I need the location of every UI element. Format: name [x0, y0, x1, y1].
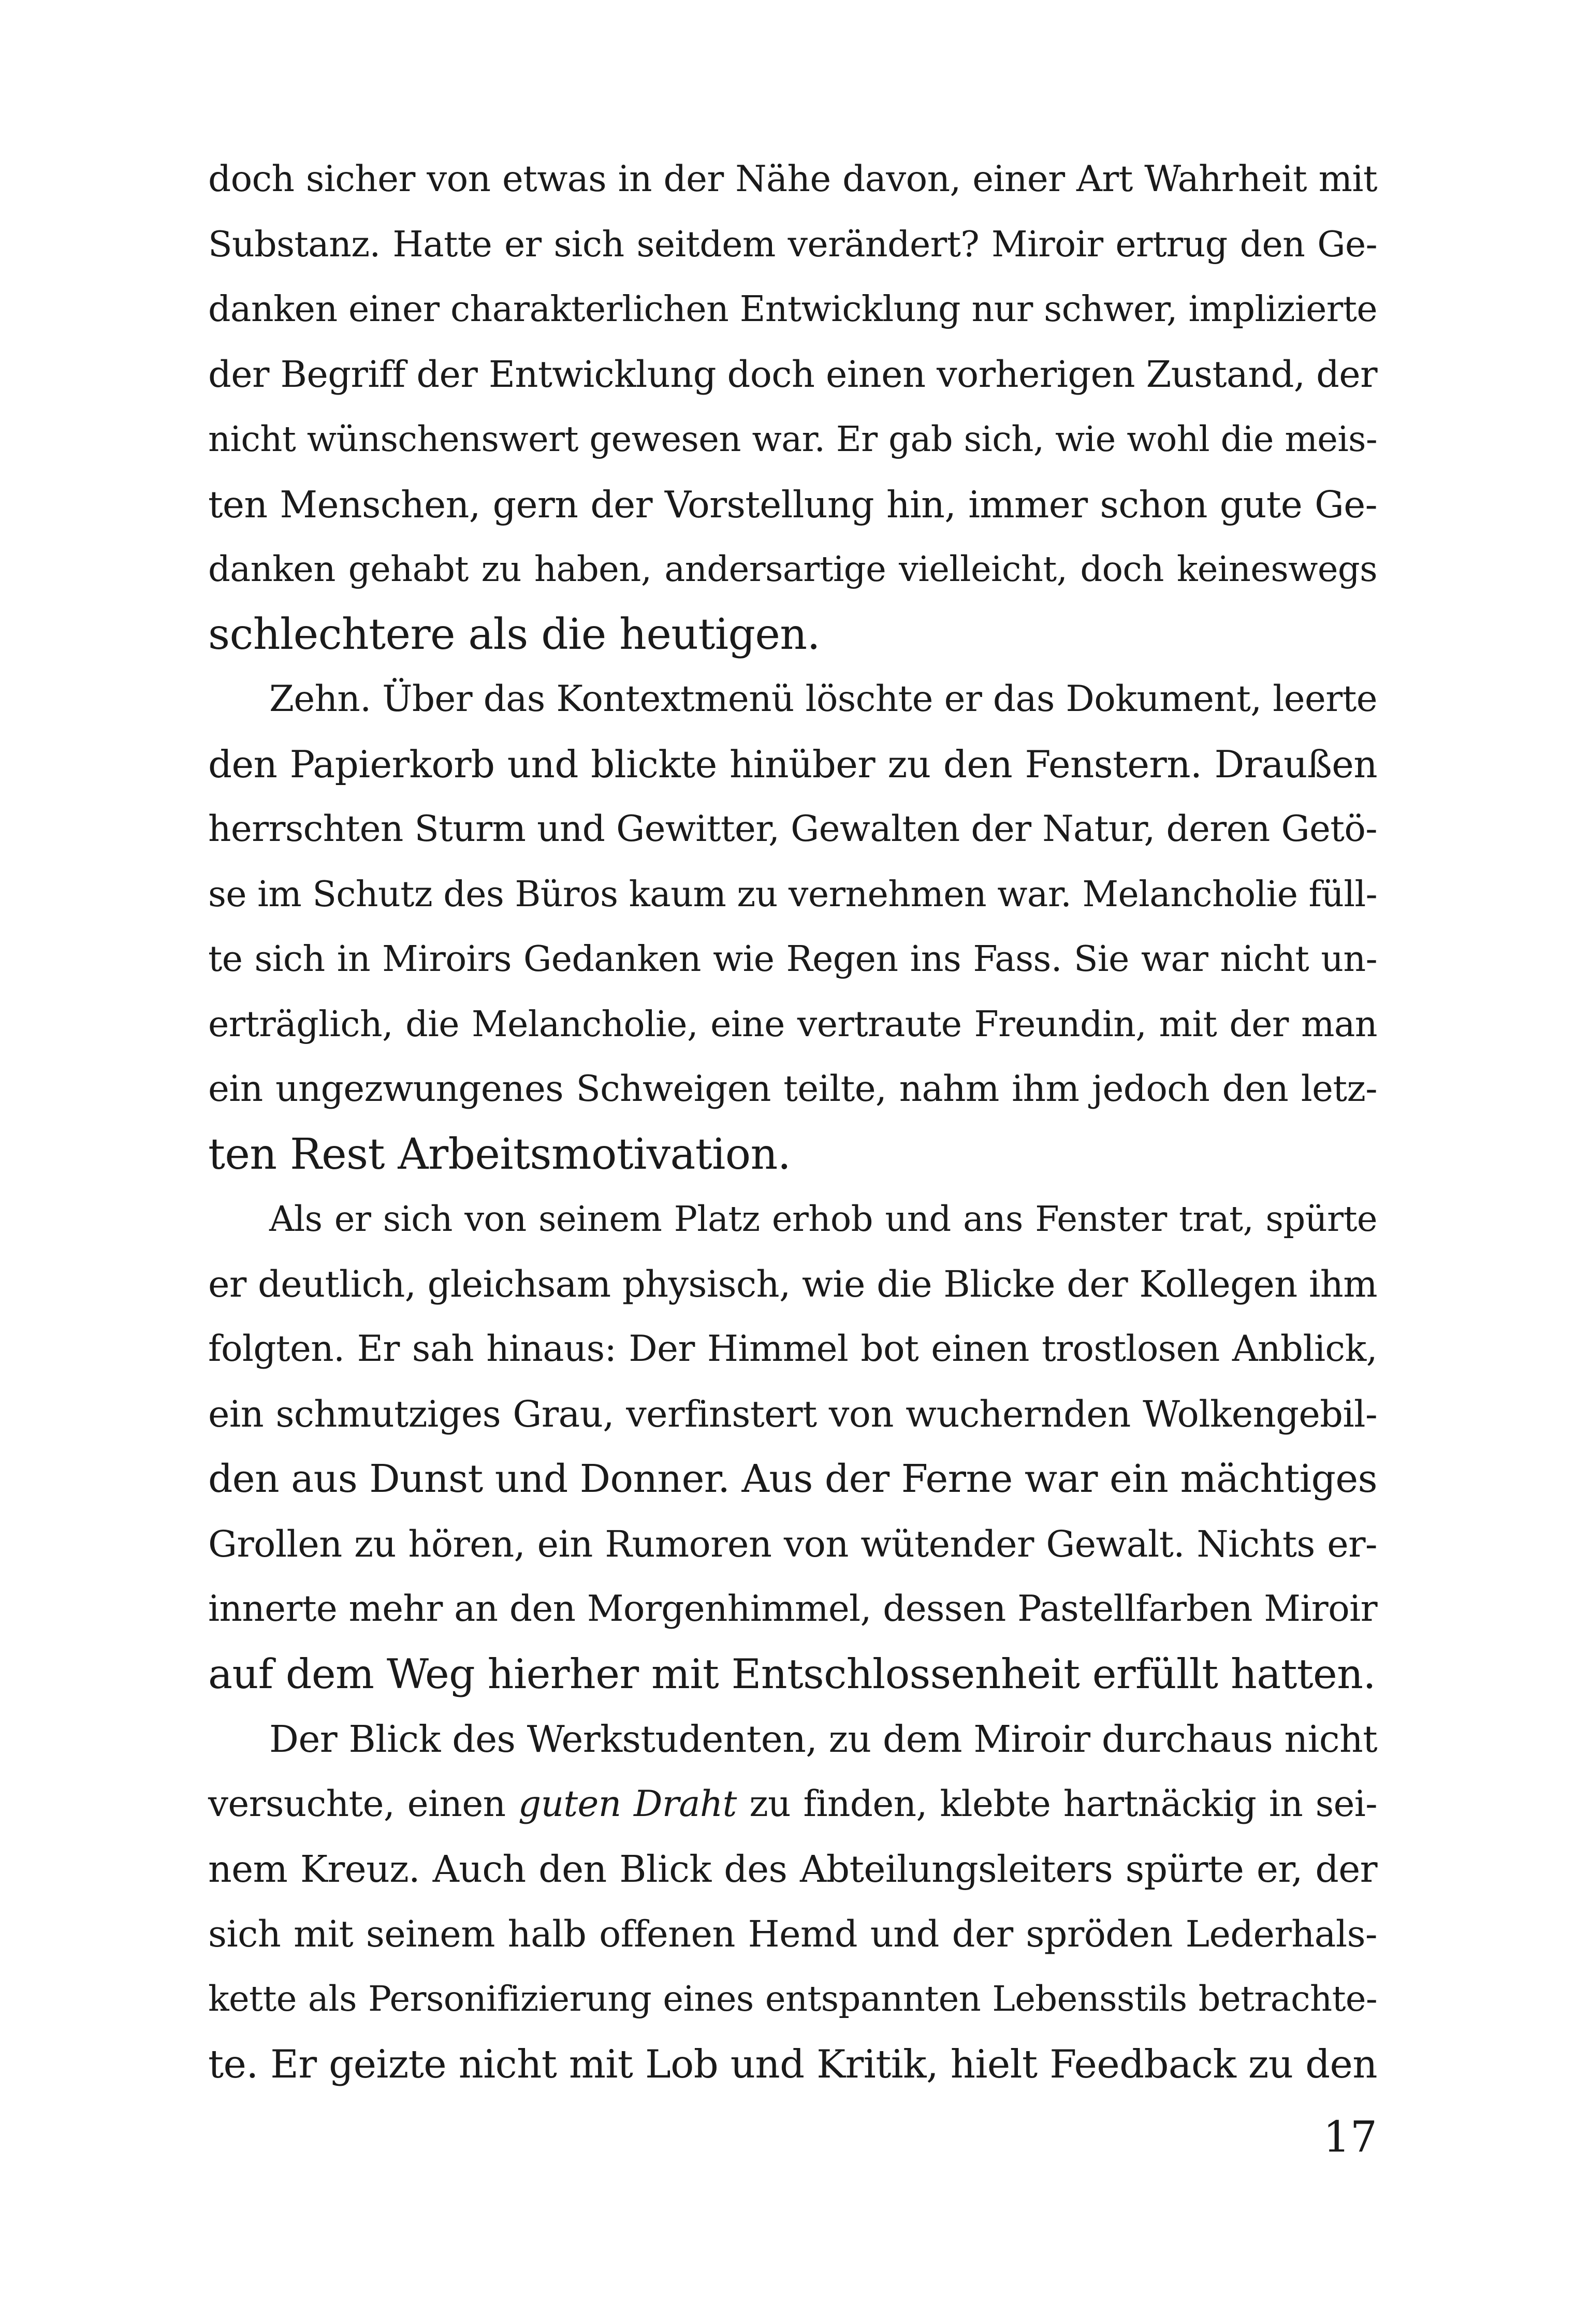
text-line: ten Rest Arbeitsmotivation.	[208, 1129, 791, 1179]
text-line: kette als Personifizierung eines entspannten Lebensstils betrachte-	[208, 1979, 1377, 2019]
text-line: schlechtere als die heutigen.	[208, 609, 820, 659]
text-line: herrschten Sturm und Gewitter, Gewalten der Natur, deren Getö-	[208, 808, 1377, 850]
text-line: folgten. Er sah hinaus: Der Himmel bot einen trostlosen Anblick,	[208, 1328, 1377, 1370]
text-line: danken einer charakterlichen Entwicklung nur schwer, implizierte	[208, 289, 1377, 330]
text-line: nem Kreuz. Auch den Blick des Abteilungsleiters spürte er, der	[208, 1848, 1377, 1891]
text-line: nicht wünschenswert gewesen war. Er gab sich, wie wohl die meis-	[208, 419, 1377, 459]
text-line: den aus Dunst und Donner. Aus der Ferne war ein mächtiges	[208, 1457, 1377, 1501]
text-line: se im Schutz des Büros kaum zu vernehmen war. Melancholie füll-	[208, 874, 1377, 915]
text-line: den Papierkorb und blickte hinüber zu den Fenstern. Draußen	[208, 742, 1377, 786]
body-text	[208, 147, 1377, 2097]
text-line: Als er sich von seinem Platz erhob und ans Fenster trat, spürte	[269, 1199, 1377, 1239]
paragraph-2	[208, 667, 1377, 1187]
text-line: Grollen zu hören, ein Rumoren von wütender Gewalt. Nichts er-	[208, 1522, 1377, 1565]
paragraph-1	[208, 147, 1377, 667]
text-line: erträglich, die Melancholie, eine vertraute Freundin, mit der man	[208, 1004, 1377, 1045]
text-line: ein ungezwungenes Schweigen teilte, nahm ihm jedoch den letz-	[208, 1068, 1377, 1110]
text-line: er deutlich, gleichsam physisch, wie die Blicke der Kollegen ihm	[208, 1262, 1377, 1305]
text-line: ten Menschen, gern der Vorstellung hin, immer schon gute Ge-	[208, 483, 1377, 526]
text-line: ein schmutziges Grau, verfinstert von wuchernden Wolkengebil-	[208, 1392, 1377, 1435]
text-segment: versuchte, einen	[208, 1783, 518, 1825]
text-line: Der Blick des Werkstudenten, zu dem Miroir durchaus nicht	[269, 1718, 1377, 1761]
text-line: innerte mehr an den Morgenhimmel, dessen Pastellfarben Miroir	[208, 1588, 1377, 1630]
text-line: der Begriff der Entwicklung doch einen vorherigen Zustand, der	[208, 353, 1377, 396]
text-line: te. Er geizte nicht mit Lob und Kritik, hielt Feedback zu den	[208, 2041, 1377, 2087]
text-line-with-italic	[208, 1772, 1377, 1837]
text-line: te sich in Miroirs Gedanken wie Regen ins Fass. Sie war nicht un-	[208, 939, 1377, 980]
paragraph-3	[208, 1187, 1377, 1707]
text-segment: zu finden, klebte hartnäckig in sei-	[736, 1783, 1377, 1825]
italic-phrase: guten Draht	[518, 1783, 737, 1825]
page-number: 17	[1323, 2113, 1377, 2162]
text-line: auf dem Weg hierher mit Entschlossenheit erfüllt hatten.	[208, 1650, 1376, 1698]
text-line: Substanz. Hatte er sich seitdem verändert? Miroir ertrug den Ge-	[208, 224, 1377, 265]
text-line: danken gehabt zu haben, andersartige vielleicht, doch keineswegs	[208, 549, 1377, 589]
text-line: doch sicher von etwas in der Nähe davon, einer Art Wahrheit mit	[208, 158, 1377, 200]
text-line: sich mit seinem halb offenen Hemd und der spröden Lederhals-	[208, 1912, 1377, 1955]
text-line: Zehn. Über das Kontextmenü löschte er das Dokument, leerte	[269, 678, 1377, 720]
paragraph-4	[208, 1707, 1377, 2097]
